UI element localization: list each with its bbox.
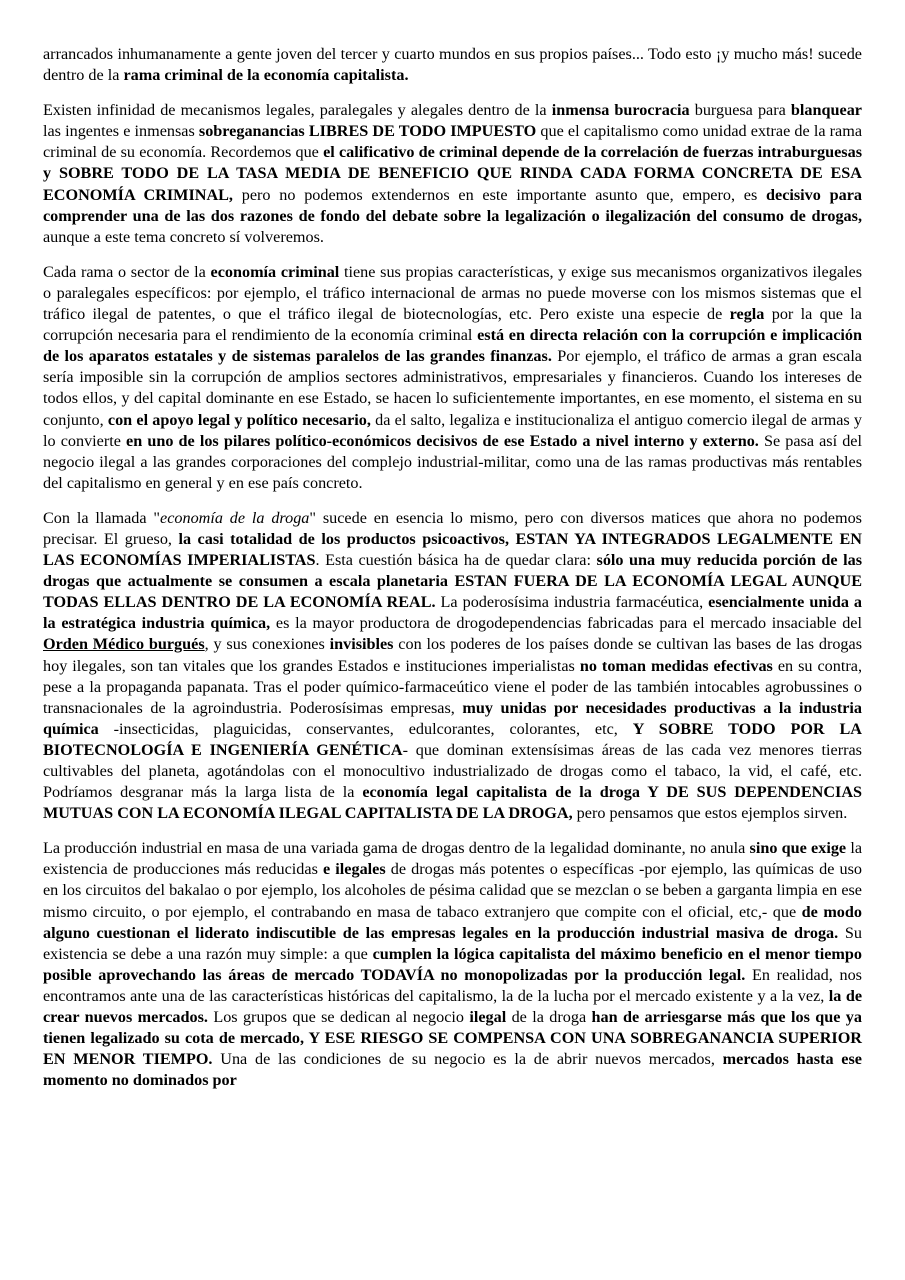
paragraph	[43, 100, 862, 248]
text-run: con los poderes de los países donde se cultivan las bases de las drogas hoy ilegales, son tan vitales que los grandes Estados e instituciones imperialistas	[43, 635, 863, 675]
text-run: . Esta cuestión básica ha de quedar clara:	[315, 551, 597, 570]
bold-emphasis: sino que exige	[749, 839, 847, 858]
bold-emphasis: invisibles	[329, 635, 394, 654]
bold-emphasis: e ilegales	[323, 860, 386, 879]
bold-emphasis: muy unidas por necesidades productivas a la industria química	[43, 698, 862, 738]
text-run: burguesa para	[689, 101, 791, 120]
bold-emphasis: esencialmente unida a la estratégica industria química,	[43, 593, 862, 633]
bold-emphasis: el calificativo de criminal depende de la correlación de fuerzas intraburguesas y SOBRE TODO DE LA TASA MEDIA DE BENEFICIO QUE RINDA CADA FORMA CONCRETA DE ESA ECONOMÍA CRIMINAL,	[43, 143, 862, 204]
bold-emphasis: decisivo para comprender una de las dos razones de fondo del debate sobre la legalización o ilegalización del consumo de drogas,	[43, 185, 863, 225]
bold-emphasis: cumplen la lógica capitalista del máximo beneficio en el menor tiempo posible aprovechando las áreas de mercado TODAVÍA no monopolizadas por la producción legal.	[43, 944, 862, 984]
text-run: Una de las condiciones de su negocio es la de abrir nuevos mercados,	[212, 1050, 723, 1069]
bold-emphasis: han de arriesgarse más que los que ya tienen legalizado su cota de mercado, Y ESE RIESGO SE COMPENSA CON UNA SOBREGANANCIA SUPERIOR EN MENOR TIEMPO.	[43, 1008, 862, 1069]
paragraph	[43, 44, 862, 86]
bold-emphasis: regla	[729, 305, 765, 324]
text-run: Los grupos que se dedican al negocio	[207, 1008, 470, 1027]
paragraph	[43, 262, 862, 494]
text-run: -insecticidas, plaguicidas, conservantes, edulcorantes, colorantes, etc,	[98, 719, 633, 738]
text-run: es la mayor productora de drogodependencias fabricadas para el mercado insaciable del	[270, 614, 862, 633]
text-run: de la droga	[506, 1008, 592, 1027]
text-run: tiene sus propias características, y exige sus mecanismos organizativos ilegales o paralegales específicos: por ejemplo, el tráfico internacional de armas no puede moverse con los mismos sistemas que el tráfico ilegal de patentes, o que el tráfico ilegal de biotecnologías, etc. Pero existe una especie de	[43, 262, 863, 324]
bold-emphasis: en uno de los pilares político-económicos decisivos de ese Estado a nivel interno y externo.	[126, 431, 759, 450]
text-run: Existen infinidad de mecanismos legales, paralegales y alegales dentro de la	[43, 101, 552, 120]
text-run: de drogas más potentes o específicas -por ejemplo, las químicas de uso en los circuitos del bakalao o por ejemplo, los alcoholes de pésima calidad que se mezclan o se beben a garganta limpia en ese mismo circuito, o por ejemplo, el contrabando en masa de tabaco extranjero que compite con el oficial, etc,- que	[43, 860, 862, 921]
text-run: Por ejemplo, el tráfico de armas a gran escala sería imposible sin la corrupción de amplios sectores administrativos, empresariales y financieros. Cuando los intereses de todos ellos, y del capital dominante en ese Estado, se hacen lo suficientemente importantes, en ese momento, el sistema en su conjunto,	[43, 347, 862, 429]
bold-emphasis: está en directa relación con la corrupción e implicación de los aparatos estatales y de sistemas paralelos de las grandes finanzas.	[43, 326, 862, 366]
text-run: por la que la corrupción necesaria para el rendimiento de la economía criminal	[43, 305, 862, 345]
text-run: las ingentes e inmensas	[43, 122, 199, 141]
bold-emphasis: economía legal capitalista de la droga Y DE SUS DEPENDENCIAS MUTUAS CON LA ECONOMÍA ILEGAL CAPITALISTA DE LA DROGA,	[43, 783, 863, 823]
text-run: en su contra, pese a la propaganda papanata. Tras el poder químico-farmaceútico viene el poder de las también intocables agrobussines o transnacionales de la agroindustria. Poderosísimas empresas,	[43, 656, 862, 717]
text-run: Su existencia se debe a una razón muy simple: a que	[43, 923, 862, 963]
bold-emphasis: rama criminal de la economía capitalista.	[123, 66, 409, 85]
text-run: arrancados inhumanamente a gente joven del tercer y cuarto mundos en sus propios países... Todo esto ¡y mucho más! sucede dentro de la	[43, 45, 862, 85]
bold-emphasis: inmensa burocracia	[551, 101, 690, 120]
bold-emphasis: sobreganancias LIBRES DE TODO IMPUESTO	[198, 122, 537, 141]
text-run: La producción industrial en masa de una variada gama de drogas dentro de la legalidad dominante, no anula	[43, 839, 750, 858]
bold-emphasis: sólo una muy reducida porción de las drogas que actualmente se consumen a escala planetaria ESTAN FUERA DE LA ECONOMÍA LEGAL AUNQUE TODAS ELLAS DENTRO DE LA ECONOMÍA REAL.	[43, 551, 863, 612]
text-run: pero no podemos extendernos en este importante asunto que, empero, es	[232, 185, 767, 204]
bold-emphasis: la de crear nuevos mercados.	[43, 986, 863, 1027]
bold-emphasis: la casi totalidad de los productos psicoactivos, ESTAN YA INTEGRADOS LEGALMENTE EN LAS ECONOMÍAS IMPERIALISTAS	[43, 529, 862, 570]
bold-emphasis: Y SOBRE TODO POR LA BIOTECNOLOGÍA E INGENIERÍA GENÉTICA	[43, 719, 862, 759]
text-run: la existencia de producciones más reducidas	[43, 839, 863, 879]
paragraph	[43, 838, 862, 1091]
text-run: aunque a este tema concreto sí volveremos.	[43, 227, 324, 246]
text-run: La poderosísima industria farmacéutica,	[435, 593, 709, 612]
bold-emphasis: de modo alguno cuestionan el liderato indiscutible de las empresas legales en la producción industrial masiva de droga.	[43, 902, 862, 942]
bold-emphasis: con el apoyo legal y político necesario,	[107, 410, 371, 429]
paragraph	[43, 508, 862, 824]
text-run: Con la llamada "	[43, 508, 161, 527]
bold-emphasis: ilegal	[469, 1008, 507, 1027]
text-run: - que dominan extensísimas áreas de las cada vez menores tierras cultivables del planeta, agotándolas con el monocultivo industrializado de drogas como el tabaco, la vid, el café, etc. Podríamos desgranar más la larga lista de la	[43, 740, 862, 802]
italic-emphasis: economía de la droga	[160, 508, 310, 527]
bold-emphasis: no toman medidas efectivas	[579, 656, 773, 675]
text-run: Se pasa así del negocio ilegal a las grandes corporaciones del complejo industrial-militar, como una de las ramas productivas más rentables del capitalismo en general y en ese país concreto.	[43, 431, 862, 492]
text-run: En realidad, nos encontramos ante una de las características históricas del capitalismo, la de la lucha por el mercado existente y a la vez,	[43, 965, 862, 1005]
underlined-emphasis: Orden Médico burgués	[43, 635, 205, 654]
text-run: que el capitalismo como unidad extrae de la rama criminal de su economía. Recordemos que	[43, 122, 863, 162]
text-run: pero pensamos que estos ejemplos sirven.	[572, 804, 848, 823]
bold-emphasis: blanquear	[790, 101, 862, 120]
document-body	[43, 44, 862, 1091]
text-run: " sucede en esencia lo mismo, pero con diversos matices que ahora no podemos precisar. El grueso,	[43, 508, 862, 548]
text-run: , y sus conexiones	[204, 635, 330, 654]
text-run: Cada rama o sector de la	[43, 262, 211, 281]
text-run: da el salto, legaliza e institucionaliza el antiguo comercio ilegal de armas y lo convierte	[43, 410, 862, 450]
bold-emphasis: mercados hasta ese momento no dominados por	[43, 1050, 862, 1090]
bold-emphasis: economía criminal	[210, 262, 340, 281]
